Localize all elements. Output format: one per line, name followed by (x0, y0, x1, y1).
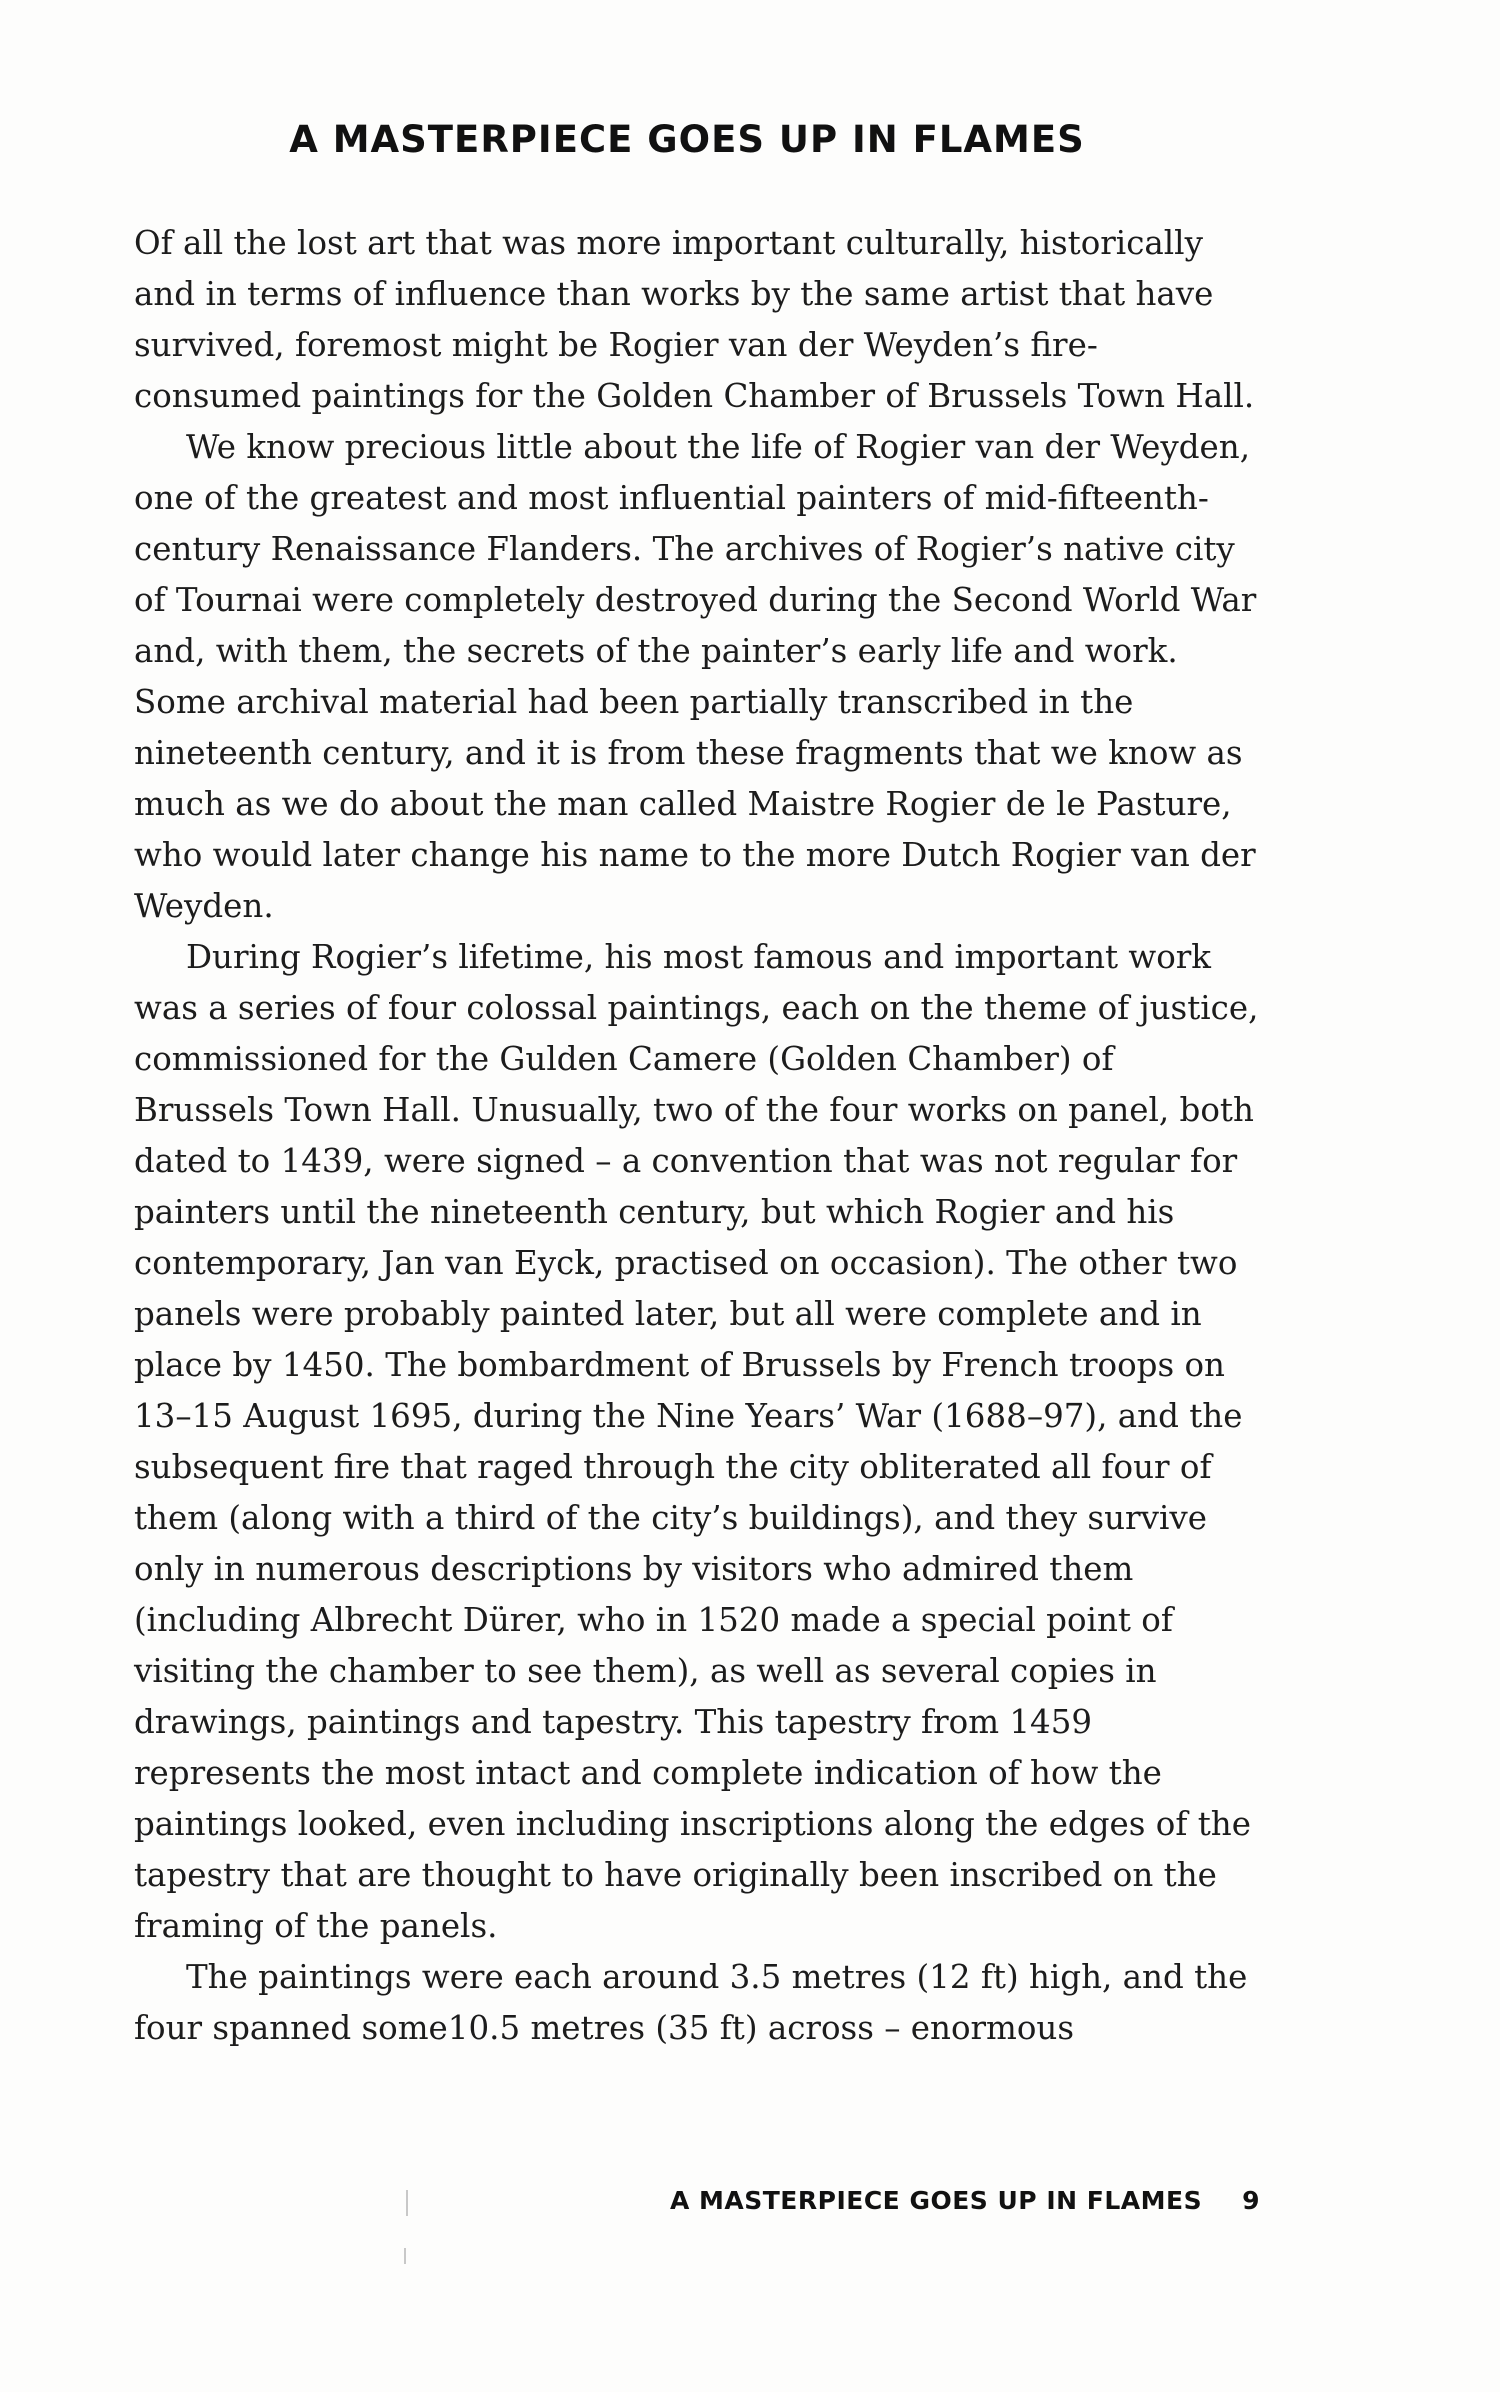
page-footer (600, 2186, 1260, 2215)
running-title: A MASTERPIECE GOES UP IN FLAMES (669, 2186, 1203, 2215)
paragraph-2: We know precious little about the life of Rogier van der Weyden, one of the greatest and most influential painters of mid-fifteenth-century Renaissance Flanders. The archives of Rogier’s native city of Tournai were completely destroyed during the Second World War and, with them, the secrets of the painter’s early life and work. Some archival material had been partially transcribed in the nineteenth century, and it is from these fragments that we know as much as we do about the man called Maistre Rogier de le Pasture, who would later change his name to the more Dutch Rogier van der Weyden. (134, 428, 1257, 925)
page-number: 9 (1242, 2186, 1260, 2215)
paragraph-3: During Rogier’s lifetime, his most famous and important work was a series of four colossal paintings, each on the theme of justice, commissioned for the Gulden Camere (Golden Chamber) of Brussels Town Hall. Unusually, two of the four works on panel, both dated to 1439, were signed – a convention that was not regular for painters until the nineteenth century, but which Rogier and his contemporary, Jan van Eyck, practised on occasion). The other two panels were probably painted later, but all were complete and in place by 1450. The bombardment of Brussels by French troops on 13–15 August 1695, during the Nine Years’ War (1688–97), and the subsequent fire that raged through the city obliterated all four of them (along with a third of the city’s buildings), and they survive only in numerous descriptions by visitors who admired them (including Albrecht Dürer, who in 1520 made a special point of visiting the chamber to see them), as well as several copies in drawings, paintings and tapestry. This tapestry from 1459 represents the most intact and complete indication of how the paintings looked, even including inscriptions along the edges of the tapestry that are thought to have originally been inscribed on the framing of the panels. (134, 938, 1259, 1945)
scan-artifact (404, 2248, 406, 2264)
scan-artifact (406, 2190, 408, 2216)
chapter-title: A MASTERPIECE GOES UP IN FLAMES (289, 118, 1085, 161)
body-text (134, 218, 1262, 2054)
paragraph-1: Of all the lost art that was more important culturally, historically and in terms of influence than works by the same artist that have survived, foremost might be Rogier van der Weyden’s fire-consumed paintings for the Golden Chamber of Brussels Town Hall. (134, 224, 1255, 415)
paragraph-4: The paintings were each around 3.5 metres (12 ft) high, and the four spanned some10.5 metres (35 ft) across – enormous (134, 1958, 1248, 2047)
